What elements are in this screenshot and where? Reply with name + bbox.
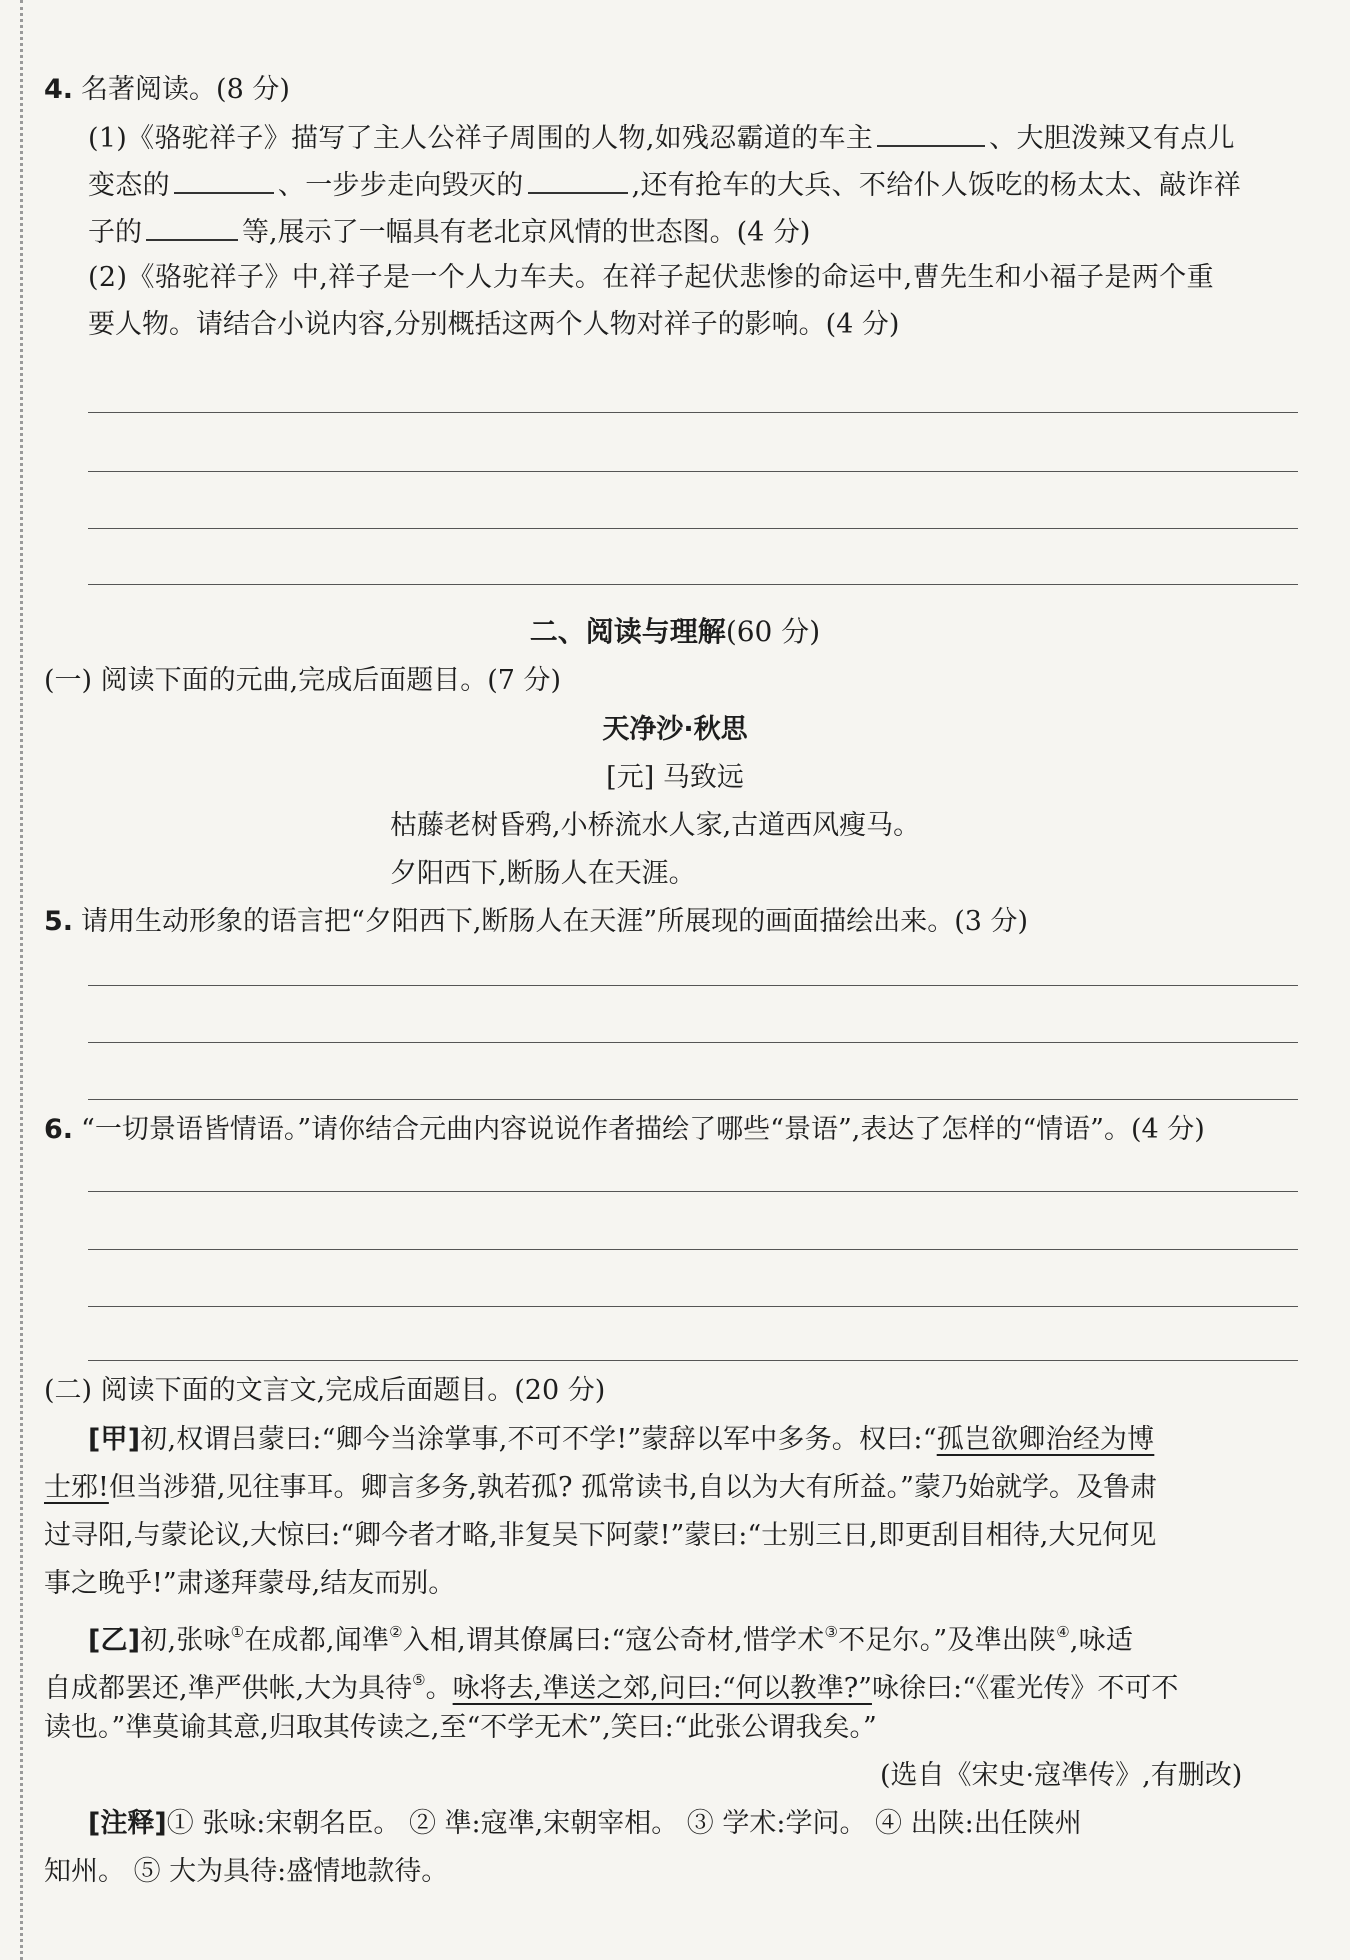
underlined-sentence: 士邪! (44, 1472, 109, 1503)
q4-text: 等,展示了一幅具有老北京风情的世态图。(4 分) (242, 217, 811, 248)
yi-text: 入相,谓其僚属曰:“寇公奇材,惜学术 (402, 1625, 825, 1656)
q5 (44, 902, 1028, 942)
note-mark: ① (230, 1623, 245, 1641)
q4-text: ,还有抢车的大兵、不给仆人饭吃的杨太太、敲诈祥 (631, 170, 1242, 201)
section-heading (0, 612, 1350, 652)
answer-line[interactable] (88, 471, 1298, 472)
notes-line-2: 知州。 ⑤ 大为具待:盛情地款待。 (44, 1856, 449, 1887)
jia-line-1 (88, 1420, 1154, 1460)
answer-line[interactable] (88, 1042, 1298, 1043)
yi-text: 初,张咏 (140, 1625, 231, 1656)
answer-line[interactable] (88, 584, 1298, 585)
note-mark: ⑤ (412, 1671, 426, 1689)
answer-blank[interactable] (146, 211, 238, 241)
q5-number: 5. (44, 906, 74, 937)
q4-text: 子的 (88, 217, 142, 248)
yi-text: 在成都,闻凖 (244, 1625, 390, 1656)
notes-text: ① 张咏:宋朝名臣。 ② 凖:寇凖,宋朝宰相。 ③ 学术:学问。 ④ 出陕:出任陕州 (166, 1808, 1082, 1839)
answer-blank[interactable] (877, 117, 985, 147)
q5-text: 请用生动形象的语言把“夕阳西下,断肠人在天涯”所展现的画面描绘出来。(3 分) (81, 906, 1029, 937)
answer-line[interactable] (88, 1191, 1298, 1192)
part2-intro: (二) 阅读下面的文言文,完成后面题目。(20 分) (44, 1375, 606, 1406)
answer-blank[interactable] (174, 164, 274, 194)
yi-line-2 (44, 1660, 1178, 1709)
q4-title-text: 名著阅读。(8 分) (81, 74, 290, 105)
q6-number: 6. (44, 1114, 74, 1145)
q4-title (44, 70, 290, 110)
answer-line[interactable] (88, 1360, 1298, 1361)
answer-line[interactable] (88, 528, 1298, 529)
notes-line-1 (88, 1804, 1082, 1844)
q4-line-3 (88, 211, 810, 253)
answer-line[interactable] (88, 1306, 1298, 1307)
yi-text: 不足尔。”及凖出陕 (838, 1625, 1057, 1656)
jia-text: 但当涉猎,见往事耳。卿言多务,孰若孤? 孤常读书,自以为大有所益。”蒙乃始就学。及鲁肃 (108, 1472, 1157, 1503)
poem-line-1: 枯藤老树昏鸦,小桥流水人家,古道西风瘦马。 (390, 810, 921, 841)
answer-line[interactable] (88, 1099, 1298, 1100)
note-mark: ③ (824, 1623, 839, 1641)
yi-text: ,咏适 (1069, 1625, 1134, 1656)
q4-line-1 (88, 117, 1235, 159)
binding-dotted-line (20, 0, 23, 1960)
answer-line[interactable] (88, 1249, 1298, 1250)
note-mark: ④ (1056, 1623, 1070, 1641)
answer-line[interactable] (88, 412, 1298, 413)
yi-text: 自成都罢还,凖严供帐,大为具待 (44, 1673, 413, 1704)
note-mark: ② (389, 1623, 403, 1641)
yi-label: [乙] (88, 1625, 141, 1656)
q6-text: “一切景语皆情语。”请你结合元曲内容说说作者描绘了哪些“景语”,表达了怎样的“情语”。(4 分) (81, 1114, 1205, 1145)
source-citation: (选自《宋史·寇凖传》,有删改) (880, 1760, 1243, 1791)
yi-text: 咏徐曰:“《霍光传》不可不 (871, 1673, 1179, 1704)
q4-text: 变态的 (88, 170, 170, 201)
q4-text: (1)《骆驼祥子》描写了主人公祥子周围的人物,如残忍霸道的车主 (88, 123, 874, 154)
q4-line-4: (2)《骆驼祥子》中,祥子是一个人力车夫。在祥子起伏悲惨的命运中,曹先生和小福子是两个重 (88, 262, 1215, 293)
underlined-sentence: 咏将去,凖送之郊,问曰:“何以教凖?” (452, 1673, 872, 1704)
q4-text: 、一步步走向毁灭的 (277, 170, 524, 201)
q6 (44, 1110, 1205, 1150)
jia-line-4: 事之晚乎!”肃遂拜蒙母,结友而别。 (44, 1568, 456, 1599)
notes-label: [注释] (88, 1808, 167, 1839)
q4-text: 、大胆泼辣又有点儿 (989, 123, 1235, 154)
jia-label: [甲] (88, 1424, 141, 1455)
underlined-sentence: 孤岂欲卿治经为博 (936, 1424, 1155, 1455)
q4-line-2 (88, 164, 1241, 206)
section-points: (60 分) (725, 615, 821, 648)
yi-line-3: 读也。”凖莫谕其意,归取其传读之,至“不学无术”,笑曰:“此张公谓我矣。” (44, 1712, 877, 1743)
poem-title: 天净沙·秋思 (602, 714, 748, 745)
section-heading-text: 二、阅读与理解 (529, 615, 726, 648)
q4-line-5: 要人物。请结合小说内容,分别概括这两个人物对祥子的影响。(4 分) (88, 309, 900, 340)
q4-number: 4. (44, 74, 74, 105)
jia-line-2 (44, 1468, 1157, 1508)
part1-intro: (一) 阅读下面的元曲,完成后面题目。(7 分) (44, 665, 562, 696)
poem-line-2: 夕阳西下,断肠人在天涯。 (390, 858, 696, 889)
jia-line-3: 过寻阳,与蒙论议,大惊曰:“卿今者才略,非复吴下阿蒙!”蒙曰:“士别三日,即更刮目相待,大兄何见 (44, 1520, 1157, 1551)
jia-text: 初,权谓吕蒙曰:“卿今当涂掌事,不可不学!”蒙辞以军中多务。权曰:“ (140, 1424, 937, 1455)
answer-blank[interactable] (528, 164, 628, 194)
poem-author: [元] 马致远 (606, 762, 744, 793)
answer-line[interactable] (88, 985, 1298, 986)
yi-line-1 (88, 1612, 1133, 1661)
yi-text: 。 (425, 1673, 453, 1704)
